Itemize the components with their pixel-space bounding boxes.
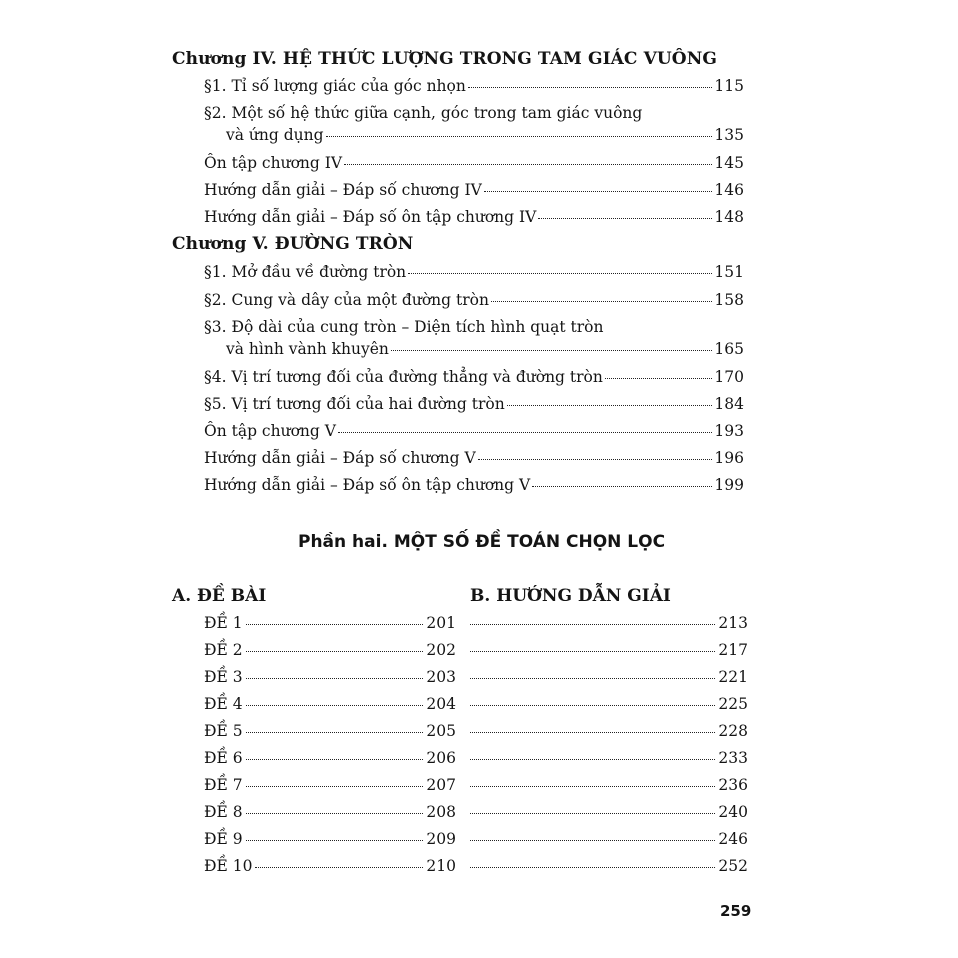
de-label: ĐỀ 10	[204, 857, 253, 875]
leader-dots	[246, 812, 424, 814]
leader-dots	[391, 349, 712, 351]
leader-dots	[491, 300, 712, 302]
solution-page: 236	[718, 776, 748, 794]
de-label: ĐỀ 6	[204, 749, 243, 767]
solution-entry[interactable]	[470, 668, 748, 686]
solution-page: 252	[718, 857, 748, 875]
toc-entry[interactable]	[204, 422, 744, 440]
leader-dots	[470, 677, 715, 679]
chapter-title: Chương V. ĐƯỜNG TRÒN	[172, 234, 414, 254]
de-entry[interactable]	[204, 695, 456, 713]
de-entry[interactable]	[204, 830, 456, 848]
leader-dots	[532, 485, 712, 487]
leader-dots	[338, 431, 712, 433]
leader-dots	[484, 190, 713, 192]
solution-entry[interactable]	[470, 695, 748, 713]
toc-entry-label: §4. Vị trí tương đối của đường thẳng và đường tròn	[204, 368, 603, 386]
leader-dots	[246, 677, 424, 679]
de-page: 208	[426, 803, 456, 821]
leader-dots	[478, 458, 713, 460]
leader-dots	[344, 163, 712, 165]
toc-entry-page: 158	[714, 291, 744, 309]
leader-dots	[470, 731, 715, 733]
toc-entry-label-line1: §3. Độ dài của cung tròn – Diện tích hình quạt tròn	[204, 318, 604, 336]
leader-dots	[507, 404, 713, 406]
toc-entry-page: 196	[714, 449, 744, 467]
solution-entry[interactable]	[470, 641, 748, 659]
de-page: 203	[426, 668, 456, 686]
toc-entry[interactable]	[204, 181, 744, 199]
toc-entry-label: §1. Mở đầu về đường tròn	[204, 263, 407, 281]
leader-dots	[470, 758, 715, 760]
de-label: ĐỀ 3	[204, 668, 243, 686]
toc-entry[interactable]	[226, 340, 744, 358]
toc-entry-label: §5. Vị trí tương đối của hai đường tròn	[204, 395, 505, 413]
toc-entry-page: 184	[714, 395, 744, 413]
de-page: 209	[426, 830, 456, 848]
leader-dots	[470, 623, 715, 625]
toc-entry[interactable]	[204, 77, 744, 95]
de-label: ĐỀ 9	[204, 830, 243, 848]
solution-entry[interactable]	[470, 749, 748, 767]
toc-entry-label: Hướng dẫn giải – Đáp số chương V	[204, 449, 476, 467]
toc-entry[interactable]	[204, 449, 744, 467]
de-page: 207	[426, 776, 456, 794]
toc-entry-page: 170	[714, 368, 744, 386]
toc-entry-label: và ứng dụng	[226, 126, 324, 144]
solution-page: 246	[718, 830, 748, 848]
de-label: ĐỀ 1	[204, 614, 243, 632]
leader-dots	[246, 785, 424, 787]
de-label: ĐỀ 5	[204, 722, 243, 740]
solution-page: 228	[718, 722, 748, 740]
de-page: 202	[426, 641, 456, 659]
leader-dots	[246, 758, 424, 760]
leader-dots	[326, 135, 713, 137]
toc-entry-label: Ôn tập chương V	[204, 422, 336, 440]
toc-entry[interactable]	[204, 368, 744, 386]
de-label: ĐỀ 4	[204, 695, 243, 713]
de-label: ĐỀ 8	[204, 803, 243, 821]
solution-entry[interactable]	[470, 857, 748, 875]
de-page: 210	[426, 857, 456, 875]
toc-entry[interactable]	[204, 291, 744, 309]
toc-entry-label: và hình vành khuyên	[226, 340, 389, 358]
toc-entry-page: 151	[714, 263, 744, 281]
solution-page: 240	[718, 803, 748, 821]
toc-entry-page: 135	[714, 126, 744, 144]
solution-page: 221	[718, 668, 748, 686]
leader-dots	[246, 650, 424, 652]
leader-dots	[470, 866, 715, 868]
leader-dots	[470, 704, 715, 706]
toc-entry[interactable]	[204, 208, 744, 226]
leader-dots	[470, 785, 715, 787]
toc-entry-label: Ôn tập chương IV	[204, 154, 343, 172]
leader-dots	[246, 704, 424, 706]
solution-page: 213	[718, 614, 748, 632]
de-page: 206	[426, 749, 456, 767]
de-entry[interactable]	[204, 803, 456, 821]
de-page: 201	[426, 614, 456, 632]
toc-entry[interactable]	[204, 154, 744, 172]
part-title: Phần hai. MỘT SỐ ĐỀ TOÁN CHỌN LỌC	[298, 532, 666, 552]
solution-entry[interactable]	[470, 614, 748, 632]
toc-entry-page: 146	[714, 181, 744, 199]
leader-dots	[246, 623, 424, 625]
leader-dots	[470, 839, 715, 841]
leader-dots	[538, 217, 712, 219]
solution-page: 233	[718, 749, 748, 767]
solution-entry[interactable]	[470, 803, 748, 821]
de-entry[interactable]	[204, 749, 456, 767]
toc-entry[interactable]	[204, 263, 744, 281]
de-label: ĐỀ 2	[204, 641, 243, 659]
toc-entry-page: 199	[714, 476, 744, 494]
leader-dots	[246, 839, 424, 841]
toc-entry-label: §2. Cung và dây của một đường tròn	[204, 291, 489, 309]
toc-entry-page: 148	[714, 208, 744, 226]
toc-entry-label-line1: §2. Một số hệ thức giữa cạnh, góc trong tam giác vuông	[204, 104, 643, 122]
de-label: ĐỀ 7	[204, 776, 243, 794]
leader-dots	[605, 377, 713, 379]
toc-entry-label: Hướng dẫn giải – Đáp số ôn tập chương V	[204, 476, 531, 494]
leader-dots	[470, 650, 715, 652]
toc-entry-label: Hướng dẫn giải – Đáp số ôn tập chương IV	[204, 208, 537, 226]
de-entry[interactable]	[204, 776, 456, 794]
de-entry[interactable]	[204, 857, 456, 875]
section-heading-de-bai: A. ĐỀ BÀI	[172, 586, 267, 606]
toc-entry-page: 115	[714, 77, 744, 95]
solution-page: 225	[718, 695, 748, 713]
leader-dots	[255, 866, 423, 868]
section-heading-huong-dan: B. HƯỚNG DẪN GIẢI	[470, 586, 671, 606]
de-page: 204	[426, 695, 456, 713]
solution-entry[interactable]	[470, 776, 748, 794]
solution-entry[interactable]	[470, 830, 748, 848]
leader-dots	[408, 272, 712, 274]
de-entry[interactable]	[204, 722, 456, 740]
toc-entry-page: 145	[714, 154, 744, 172]
de-entry[interactable]	[204, 614, 456, 632]
leader-dots	[470, 812, 715, 814]
toc-entry-label: §1. Tỉ số lượng giác của góc nhọn	[204, 77, 466, 95]
leader-dots	[468, 86, 713, 88]
toc-entry[interactable]	[204, 395, 744, 413]
de-entry[interactable]	[204, 668, 456, 686]
toc-entry-label: Hướng dẫn giải – Đáp số chương IV	[204, 181, 482, 199]
solution-entry[interactable]	[470, 722, 748, 740]
solution-page: 217	[718, 641, 748, 659]
toc-entry-page: 165	[714, 340, 744, 358]
toc-entry-page: 193	[714, 422, 744, 440]
chapter-title: Chương IV. HỆ THỨC LƯỢNG TRONG TAM GIÁC VUÔNG	[172, 49, 717, 69]
de-entry[interactable]	[204, 641, 456, 659]
leader-dots	[246, 731, 424, 733]
page-number: 259	[720, 902, 752, 920]
toc-entry[interactable]	[226, 126, 744, 144]
toc-entry[interactable]	[204, 476, 744, 494]
de-page: 205	[426, 722, 456, 740]
